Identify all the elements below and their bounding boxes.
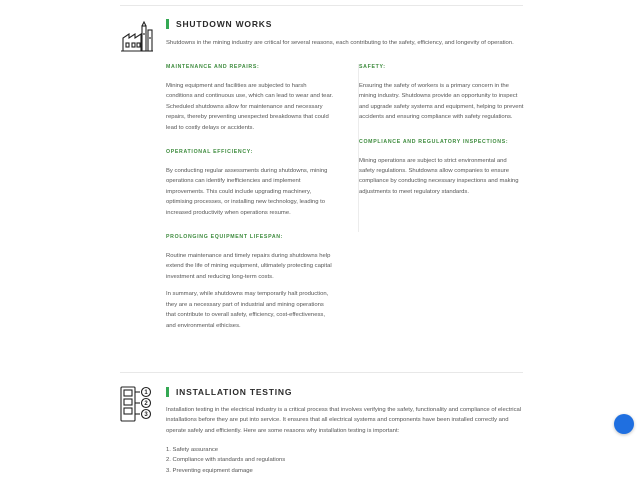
maintenance-text: Mining equipment and facilities are subjected to harsh conditions and continuous use, which can lead to wear and tear. Scheduled shutdowns allow for maintenance and necessary repairs, thereby preventing unexpected breakdowns that could lead to costly delays or accidents.	[166, 83, 334, 131]
shutdown-intro: Shutdowns in the mining industry are critical for several reasons, each contributing to the safety, efficiency, and longevity of operation.	[166, 40, 514, 46]
compliance-heading: COMPLIANCE AND REGULATORY INSPECTIONS:	[359, 138, 509, 145]
list-item: 3. Preventing equipment damage	[166, 467, 253, 474]
shutdown-right-column	[358, 64, 524, 232]
top-divider	[120, 5, 523, 6]
maintenance-heading: MAINTENANCE AND REPAIRS:	[166, 64, 260, 70]
list-item: 1. Safety assurance	[166, 447, 219, 453]
electrical-panel-icon	[120, 386, 154, 422]
svg-text:2: 2	[144, 401, 148, 407]
section-divider	[120, 372, 523, 373]
svg-text:3: 3	[144, 412, 148, 418]
installation-title: INSTALLATION TESTING	[166, 386, 292, 398]
lifespan-text: Routine maintenance and timely repairs during shutdowns help extend the life of mining equipment, ultimately protecting capital investment and reducing long-term costs.	[166, 253, 332, 280]
efficiency-text: By conducting regular assessments during shutdowns, mining operations can identify inefficiencies and implement improvements. This could include upgrading machinery, optimising processes, or installing new technology, leading to increased productivity when operations resume.	[166, 168, 328, 216]
floating-action-button[interactable]	[614, 414, 634, 434]
compliance-text: Mining operations are subject to strict environmental and safety regulations. Shutdowns allow companies to ensure compliance by conducting necessary inspections and making adjustments to meet regulatory standards.	[359, 157, 519, 195]
factory-icon	[120, 18, 154, 54]
efficiency-heading: OPERATIONAL EFFICIENCY:	[166, 149, 253, 156]
safety-text: Ensuring the safety of workers is a primary concern in the mining industry. Shutdowns provide an opportunity to inspect and upgrade safety systems and equipment, helping to prevent accidents and ensuring compliance with safety regulations.	[359, 83, 524, 121]
installation-intro: Installation testing in the electrical industry is a critical process that involves verifying the safety, functionality and compliance of electrical installations before they are put into service. It ensures that all electrical systems and components have been installed correctly and operate safely and efficiently. Here are some reasons why installation testing is important:	[166, 407, 522, 434]
summary-text: In summary, while shutdowns may temporarily halt production, they are a necessary part of industrial and mining operations that contribute to overall safety, efficiency, cost-effectiveness, and environmental ethicises.	[166, 291, 329, 329]
shutdown-title: SHUTDOWN WORKS	[166, 18, 272, 30]
svg-text:1: 1	[144, 390, 148, 396]
safety-heading: SAFETY:	[359, 64, 386, 70]
shutdown-left-column	[166, 64, 334, 331]
installation-reasons-list	[166, 445, 285, 476]
lifespan-heading: PROLONGING EQUIPMENT LIFESPAN:	[166, 234, 284, 241]
list-item: 2. Compliance with standards and regulations	[166, 457, 286, 464]
